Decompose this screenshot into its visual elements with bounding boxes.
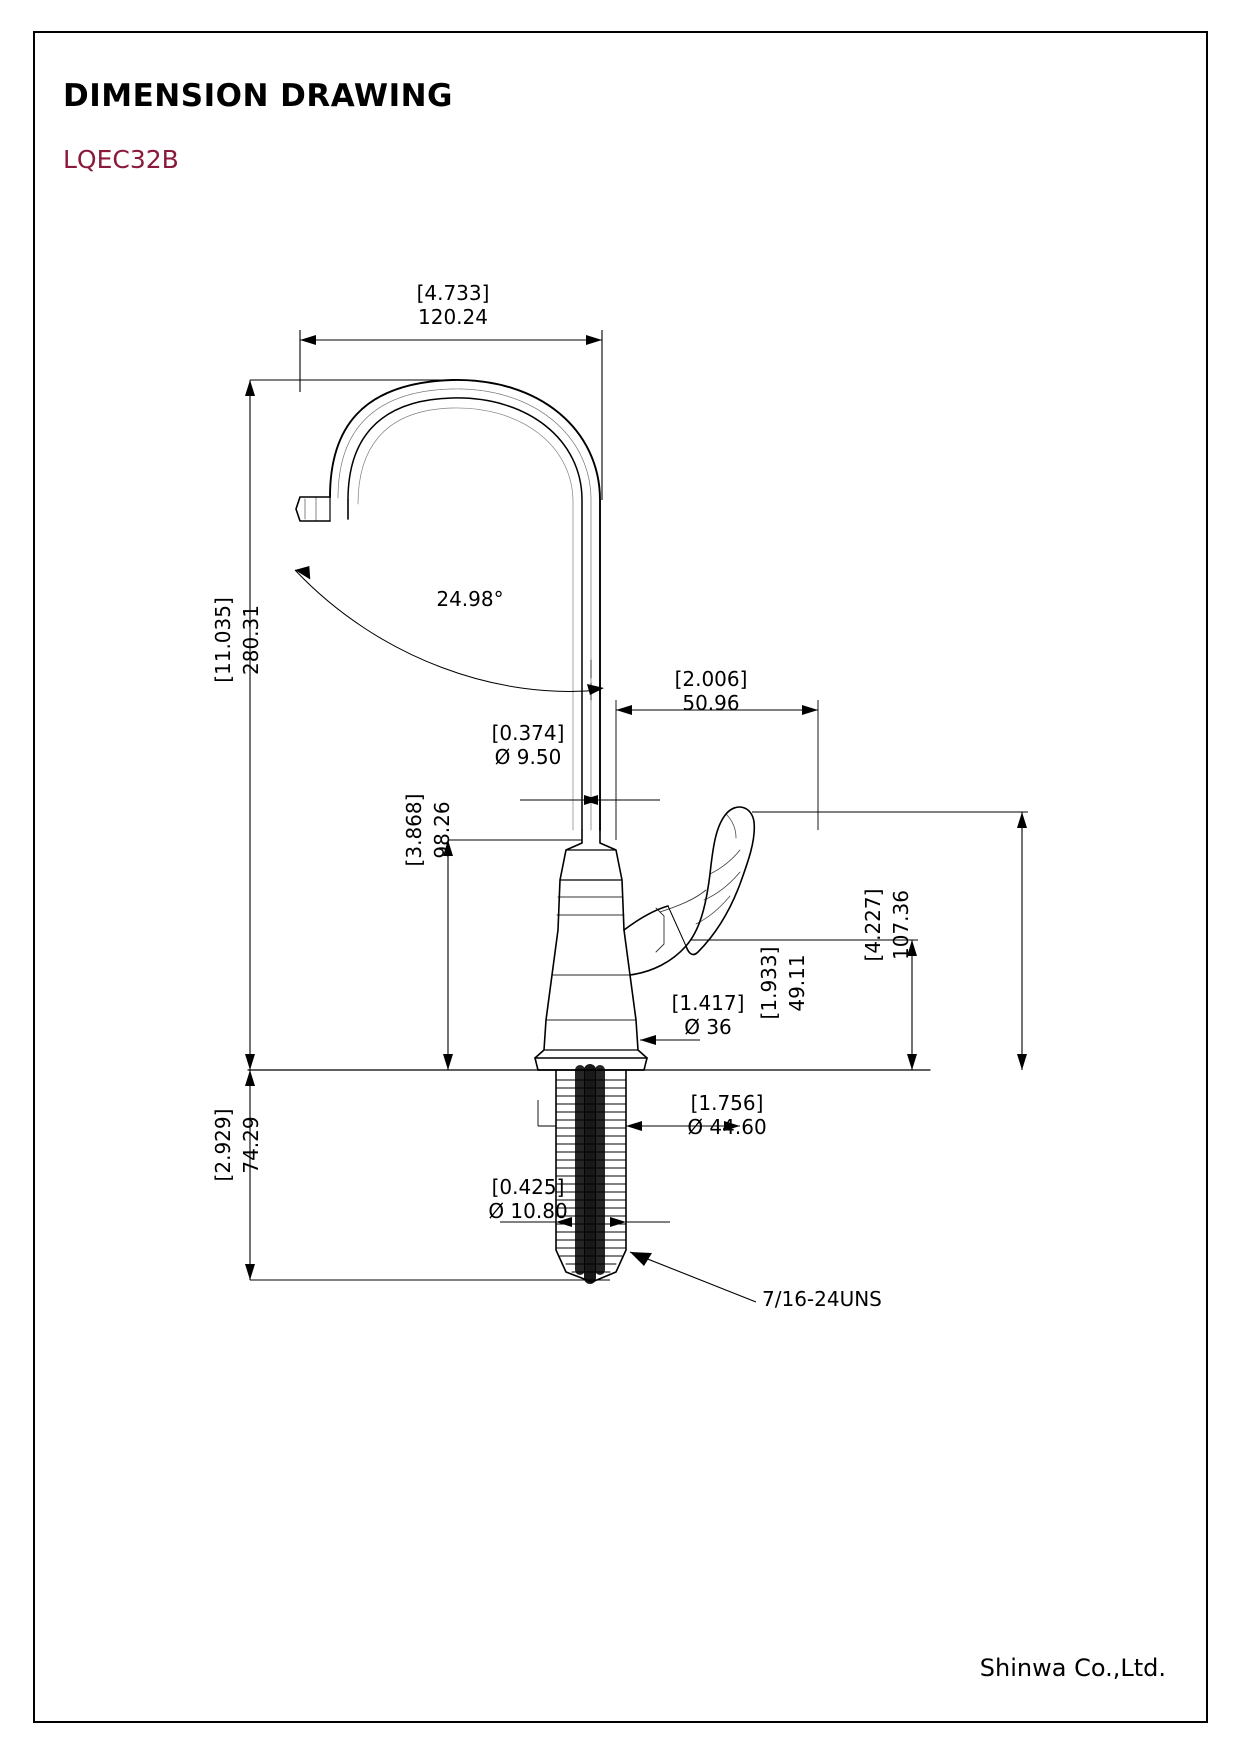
dim-handle-base-height-mm-wrap [786,918,810,1048]
dim-below-deck-height-mm: 74.29 [239,1116,263,1174]
dim-body-height-mm: 98.26 [430,801,454,859]
dim-base-dia [648,992,768,1039]
dim-handle-base-height-mm: 49.11 [785,954,809,1012]
dim-below-deck-height-inch: [2.929] [211,1108,235,1182]
dim-base-dia-mm: Ø 36 [684,1014,732,1039]
dim-below-deck-height-mm-wrap [240,1070,264,1220]
dim-body-height-mm-wrap [431,755,455,905]
page-title: DIMENSION DRAWING [63,78,454,114]
thread-callout [762,1288,922,1312]
dim-handle-height-mm-wrap [890,850,914,1000]
dim-handle-height-mm: 107.36 [889,890,913,960]
dim-flange-dia [662,1092,792,1139]
dim-overall-height-mm-wrap [240,555,264,725]
dim-body-height [403,755,427,905]
dim-handle-offset [652,668,770,715]
dim-spout-angle-value: 24.98° [436,587,504,611]
dim-base-dia-inch: [1.417] [671,991,745,1015]
dim-thread-dia [463,1176,593,1223]
dim-below-deck-height [212,1070,236,1220]
dim-handle-base-height-inch: [1.933] [757,946,781,1020]
dim-handle-height-inch: [4.227] [861,888,885,962]
dim-overall-height-inch: [11.035] [211,597,235,683]
dim-flange-dia-mm: Ø 44.60 [687,1114,767,1139]
dim-top-width-mm: 120.24 [418,304,488,329]
dim-overall-height-mm: 280.31 [239,605,263,675]
dim-spout-angle [415,588,525,612]
company-name: Shinwa Co.,Ltd. [979,1654,1166,1682]
dim-handle-offset-inch: [2.006] [674,667,748,691]
dim-top-width [398,282,508,329]
dim-tube-dia [468,722,588,769]
dim-top-width-inch: [4.733] [416,281,490,305]
dim-tube-dia-inch: [0.374] [491,721,565,745]
dim-body-height-inch: [3.868] [402,793,426,867]
thread-callout-label: 7/16-24UNS [762,1287,882,1311]
model-number: LQEC32B [63,145,179,174]
dim-thread-dia-mm: Ø 10.80 [488,1198,568,1223]
dim-handle-height [862,850,886,1000]
dim-handle-offset-mm: 50.96 [682,690,740,715]
dim-tube-dia-mm: Ø 9.50 [494,744,562,769]
dim-flange-dia-inch: [1.756] [690,1091,764,1115]
dim-thread-dia-inch: [0.425] [491,1175,565,1199]
dim-overall-height [212,555,236,725]
